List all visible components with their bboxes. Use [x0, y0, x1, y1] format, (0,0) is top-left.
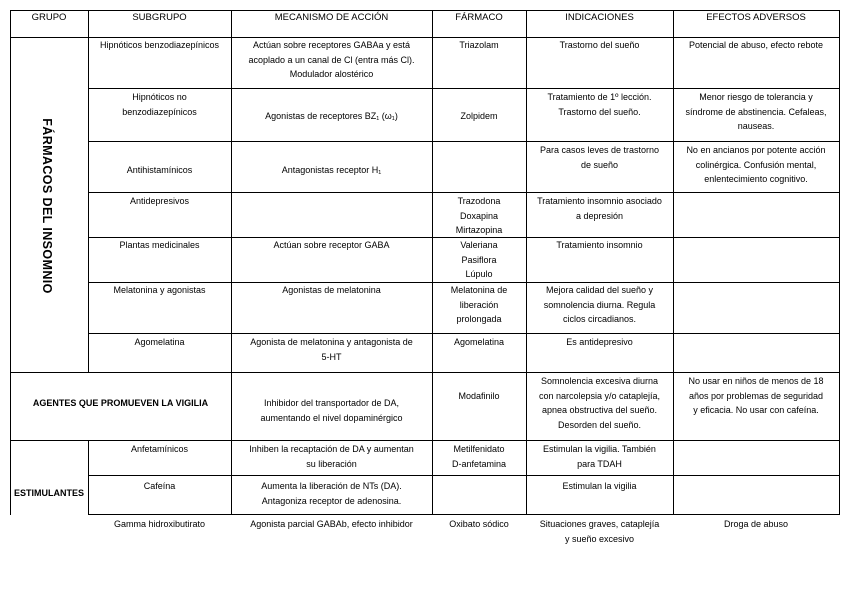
cell-line: Pasiflora: [461, 254, 497, 265]
cell-line: su liberación: [306, 458, 357, 469]
cell-mecanismo-row-9: [231, 442, 432, 471]
cell-line: años por problemas de seguridad: [688, 390, 824, 401]
cell-subgrupo-row-6: [88, 283, 231, 298]
cell-farmaco-row-9: [432, 442, 526, 471]
cell-line: No en ancianos por potente acción: [686, 145, 826, 155]
cell-line: Actúan sobre receptores GABAa y está: [252, 40, 411, 50]
cell-line: No usar en niños de menos de 18: [688, 376, 824, 386]
cell-line: Potencial de abuso, efecto rebote: [688, 40, 824, 50]
cell-line: Agonistas de receptores BZ₁ (ω₁): [265, 111, 398, 121]
cell-mecanismo-row-2: [231, 109, 432, 124]
cell-line: Estimulan la vigilia. También: [543, 444, 656, 454]
cell-line: Antagonistas receptor H₁: [281, 165, 382, 175]
cell-line: Valeriana: [460, 240, 498, 250]
cell-line: Melatonina y agonistas: [113, 285, 206, 295]
cell-line: Agonista parcial GABAb, efecto inhibidor: [250, 519, 413, 529]
cell-line: Lúpulo: [465, 269, 493, 279]
cell-line: Somnolencia excesiva diurna: [540, 376, 659, 386]
cell-line: nauseas.: [737, 121, 775, 131]
cell-line: enlentecimiento cognitivo.: [704, 174, 808, 184]
header-subgrupo: SUBGRUPO: [132, 12, 187, 23]
cell-line: síndrome de abstinencia. Cefaleas,: [685, 106, 827, 117]
cell-indicaciones-row-2: [526, 90, 673, 119]
header-mecanismo: MECANISMO DE ACCIÓN: [274, 12, 389, 23]
cell-indicaciones-row-7: [526, 335, 673, 350]
cell-line: Situaciones graves, cataplejía: [539, 519, 660, 529]
cell-line: a depresión: [575, 210, 624, 221]
cell-mecanismo-row-10: [231, 479, 432, 508]
cell-line: Doxapina: [459, 210, 499, 221]
cell-line: Aumenta la liberación de NTs (DA).: [261, 481, 402, 491]
cell-line: para TDAH: [577, 458, 622, 469]
cell-line: D-anfetamina: [451, 458, 507, 469]
cell-indicaciones-row-1: [526, 38, 673, 53]
cell-indicaciones-row-6: [526, 283, 673, 327]
cell-efectos-row-1: [673, 38, 839, 53]
cell-indicaciones-row-9: [526, 442, 673, 471]
cell-line: apnea obstructiva del sueño.: [541, 405, 658, 415]
cell-indicaciones-row-4: [526, 194, 673, 223]
cell-line: Zolpidem: [460, 111, 498, 121]
cell-efectos-row-8: [673, 374, 839, 418]
cell-indicaciones-row-8: [526, 374, 673, 432]
cell-mecanismo-row-7: [231, 335, 432, 364]
cell-mecanismo-row-3: [231, 163, 432, 178]
cell-line: Inhiben la recaptación de DA y aumentan: [249, 444, 414, 454]
cell-line: Antidepresivos: [129, 196, 190, 206]
cell-line: con narcolepsia y/o cataplejía,: [538, 390, 661, 401]
cell-subgrupo-row-7: [88, 335, 231, 350]
cell-efectos-row-3: [673, 143, 839, 187]
group-vigilia-label: AGENTES QUE PROMUEVEN LA VIGILIA: [32, 398, 209, 408]
cell-line: Agonista de melatonina y antagonista de: [250, 337, 413, 347]
cell-farmaco-row-4: [432, 194, 526, 238]
cell-line: 5-HT: [321, 351, 342, 362]
cell-line: Hipnóticos no: [132, 92, 187, 102]
cell-line: Antagoniza receptor de adenosina.: [261, 495, 402, 506]
cell-line: somnolencia diurna. Regula: [543, 299, 656, 310]
cell-line: Triazolam: [459, 40, 499, 50]
cell-line: Oxibato sódico: [449, 519, 509, 529]
cell-line: Inhibidor del transportador de DA,: [263, 398, 400, 408]
cell-line: Menor riesgo de tolerancia y: [699, 92, 813, 102]
cell-indicaciones-row-3: [526, 143, 673, 172]
cell-line: Tratamiento insomnio: [556, 240, 643, 250]
cell-farmaco-row-11: [432, 517, 526, 532]
cell-line: benzodiazepínicos: [122, 106, 197, 117]
cell-mecanismo-row-1: [231, 38, 432, 82]
cell-efectos-row-2: [673, 90, 839, 134]
cell-subgrupo-row-10: [88, 479, 231, 494]
cell-line: ciclos circadianos.: [562, 314, 637, 324]
cell-farmaco-row-5: [432, 238, 526, 282]
cell-line: prolongada: [456, 314, 502, 324]
cell-subgrupo-row-4: [88, 194, 231, 209]
cell-subgrupo-row-1: [88, 38, 231, 53]
cell-line: Trastorno del sueño: [559, 40, 640, 50]
cell-line: Trastorno del sueño.: [558, 106, 641, 117]
cell-efectos-row-11: [673, 517, 839, 532]
group-estimulantes-label: ESTIMULANTES: [13, 488, 84, 498]
cell-line: acoplado a un canal de Cl (entra más Cl).: [248, 54, 415, 65]
cell-subgrupo-row-9: [88, 442, 231, 457]
cell-farmaco-row-2: [432, 109, 526, 124]
cell-line: y eficacia. No usar con cafeína.: [693, 405, 819, 415]
cell-line: Droga de abuso: [723, 519, 789, 529]
cell-line: Cafeína: [143, 481, 176, 491]
cell-line: Es antidepresivo: [566, 337, 633, 347]
cell-line: Estimulan la vigilia: [562, 481, 637, 491]
cell-line: Tratamiento insomnio asociado: [537, 196, 662, 206]
cell-line: liberación: [459, 299, 499, 310]
group-insomnio-label: FÁRMACOS DEL INSOMNIO: [40, 118, 54, 294]
cell-line: Plantas medicinales: [119, 240, 200, 250]
cell-line: Gamma hidroxibutirato: [113, 519, 206, 529]
cell-subgrupo-row-3: [88, 163, 231, 178]
cell-line: de sueño: [580, 159, 619, 170]
cell-mecanismo-row-6: [231, 283, 432, 298]
cell-farmaco-row-1: [432, 38, 526, 53]
cell-indicaciones-row-11: [526, 517, 673, 546]
cell-subgrupo-row-5: [88, 238, 231, 253]
cell-farmaco-row-7: [432, 335, 526, 350]
cell-line: colinérgica. Confusión mental,: [695, 159, 817, 170]
cell-subgrupo-row-2: [88, 90, 231, 119]
cell-line: aumentando el nivel dopaminérgico: [260, 412, 403, 423]
cell-line: Tratamiento de 1º lección.: [547, 92, 652, 102]
cell-farmaco-row-6: [432, 283, 526, 327]
cell-line: Mejora calidad del sueño y: [545, 285, 654, 295]
cell-line: Antihistamínicos: [126, 165, 193, 175]
header-farmaco: FÁRMACO: [455, 12, 503, 23]
cell-mecanismo-row-11: [231, 517, 432, 532]
cell-line: Agomelatina: [134, 337, 185, 347]
cell-line: Modulador alostérico: [289, 69, 374, 79]
cell-mecanismo-row-5: [231, 238, 432, 253]
header-indicaciones: INDICACIONES: [565, 12, 634, 23]
cell-line: Modafinilo: [458, 391, 500, 401]
cell-line: Mirtazopina: [455, 225, 503, 235]
cell-line: Agonistas de melatonina: [282, 285, 381, 295]
cell-line: Melatonina de: [450, 285, 508, 295]
header-efectos: EFECTOS ADVERSOS: [706, 12, 806, 23]
cell-line: Agomelatina: [453, 337, 505, 347]
cell-indicaciones-row-10: [526, 479, 673, 494]
cell-subgrupo-row-11: [88, 517, 231, 532]
cell-line: Para casos leves de trastorno: [539, 145, 660, 155]
cell-indicaciones-row-5: [526, 238, 673, 253]
cell-line: Trazodona: [457, 196, 501, 206]
cell-farmaco-row-8: [432, 389, 526, 404]
cell-mecanismo-row-8: [231, 396, 432, 425]
cell-line: Desorden del sueño.: [557, 419, 642, 430]
cell-line: Anfetamínicos: [130, 444, 189, 454]
cell-line: Hipnóticos benzodiazepínicos: [99, 40, 220, 50]
cell-line: y sueño excesivo: [564, 533, 635, 544]
cell-line: Metilfenidato: [453, 444, 505, 454]
header-grupo: GRUPO: [31, 12, 67, 23]
cell-line: Actúan sobre receptor GABA: [273, 240, 390, 250]
